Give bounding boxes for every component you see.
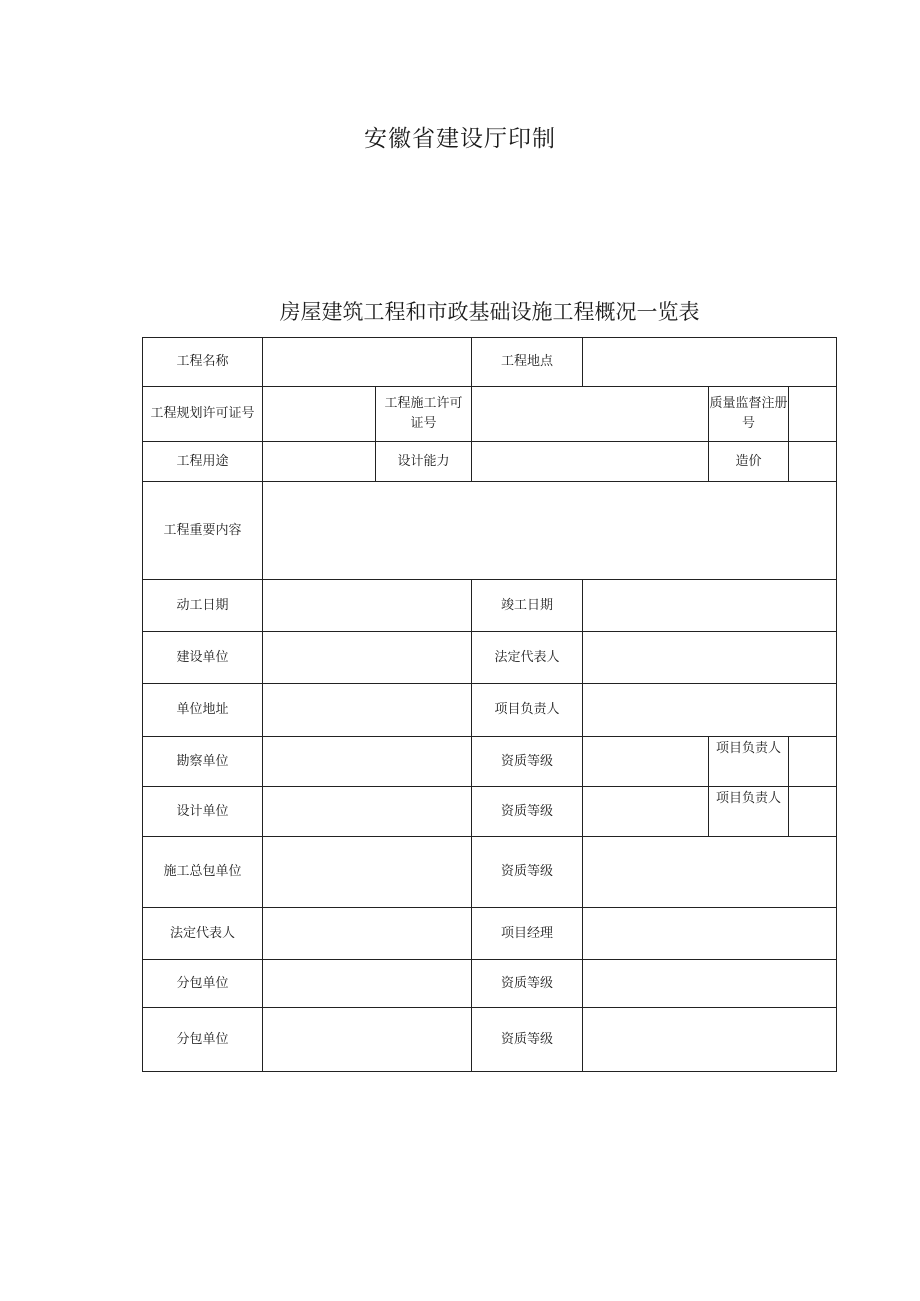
table-row	[143, 442, 837, 482]
value-project-use	[263, 442, 376, 482]
value-completion-date	[583, 580, 837, 632]
table-row	[143, 338, 837, 387]
value-survey-qualification	[583, 737, 709, 787]
form-title: 房屋建筑工程和市政基础设施工程概况一览表	[279, 300, 700, 324]
label-design-capacity: 设计能力	[376, 442, 472, 482]
label-developer: 建设单位	[143, 632, 263, 684]
label-survey-project-leader: 项目负责人	[709, 737, 789, 787]
value-subcontractor-1-qualification	[583, 960, 837, 1008]
table-row	[143, 787, 837, 837]
value-planning-permit-no	[263, 387, 376, 442]
label-design-project-leader: 项目负责人	[709, 787, 789, 837]
label-subcontractor-1: 分包单位	[143, 960, 263, 1008]
value-legal-rep	[583, 632, 837, 684]
value-survey-unit	[263, 737, 472, 787]
table-row	[143, 837, 837, 908]
label-general-contractor: 施工总包单位	[143, 837, 263, 908]
label-design-qualification: 资质等级	[472, 787, 583, 837]
value-subcontractor-2-qualification	[583, 1008, 837, 1072]
table-row	[143, 960, 837, 1008]
label-project-leader: 项目负责人	[472, 684, 583, 737]
label-subcontractor-2: 分包单位	[143, 1008, 263, 1072]
value-subcontractor-1	[263, 960, 472, 1008]
value-unit-address	[263, 684, 472, 737]
label-unit-address: 单位地址	[143, 684, 263, 737]
value-design-unit	[263, 787, 472, 837]
label-survey-qualification: 资质等级	[472, 737, 583, 787]
value-main-content	[263, 482, 837, 580]
label-project-name: 工程名称	[143, 338, 263, 387]
label-project-location: 工程地点	[472, 338, 583, 387]
label-legal-rep: 法定代表人	[472, 632, 583, 684]
value-construction-permit-no	[472, 387, 709, 442]
table-row	[143, 632, 837, 684]
value-start-date	[263, 580, 472, 632]
value-quality-supervision-reg-no	[789, 387, 837, 442]
table-row	[143, 737, 837, 787]
label-construction-permit-no: 工程施工许可证号	[376, 387, 472, 442]
table-row	[143, 1008, 837, 1072]
table-row	[143, 908, 837, 960]
label-survey-unit: 勘察单位	[143, 737, 263, 787]
label-quality-supervision-reg-no: 质量监督注册号	[709, 387, 789, 442]
project-overview-table	[142, 337, 837, 1072]
value-project-location	[583, 338, 837, 387]
publisher-title: 安徽省建设厅印制	[364, 126, 556, 152]
label-contractor-legal-rep: 法定代表人	[143, 908, 263, 960]
value-contractor-qualification	[583, 837, 837, 908]
label-cost: 造价	[709, 442, 789, 482]
label-contractor-qualification: 资质等级	[472, 837, 583, 908]
table-row	[143, 387, 837, 442]
label-project-manager: 项目经理	[472, 908, 583, 960]
value-survey-project-leader	[789, 737, 837, 787]
value-cost	[789, 442, 837, 482]
value-design-capacity	[472, 442, 709, 482]
label-subcontractor-2-qualification: 资质等级	[472, 1008, 583, 1072]
value-project-name	[263, 338, 472, 387]
label-project-use: 工程用途	[143, 442, 263, 482]
table-row	[143, 580, 837, 632]
value-project-manager	[583, 908, 837, 960]
value-contractor-legal-rep	[263, 908, 472, 960]
value-subcontractor-2	[263, 1008, 472, 1072]
label-main-content: 工程重要内容	[143, 482, 263, 580]
value-general-contractor	[263, 837, 472, 908]
table-row	[143, 684, 837, 737]
label-start-date: 动工日期	[143, 580, 263, 632]
table-row	[143, 482, 837, 580]
value-developer	[263, 632, 472, 684]
value-design-project-leader	[789, 787, 837, 837]
label-subcontractor-1-qualification: 资质等级	[472, 960, 583, 1008]
label-planning-permit-no: 工程规划许可证号	[143, 387, 263, 442]
value-project-leader	[583, 684, 837, 737]
label-completion-date: 竣工日期	[472, 580, 583, 632]
label-design-unit: 设计单位	[143, 787, 263, 837]
value-design-qualification	[583, 787, 709, 837]
